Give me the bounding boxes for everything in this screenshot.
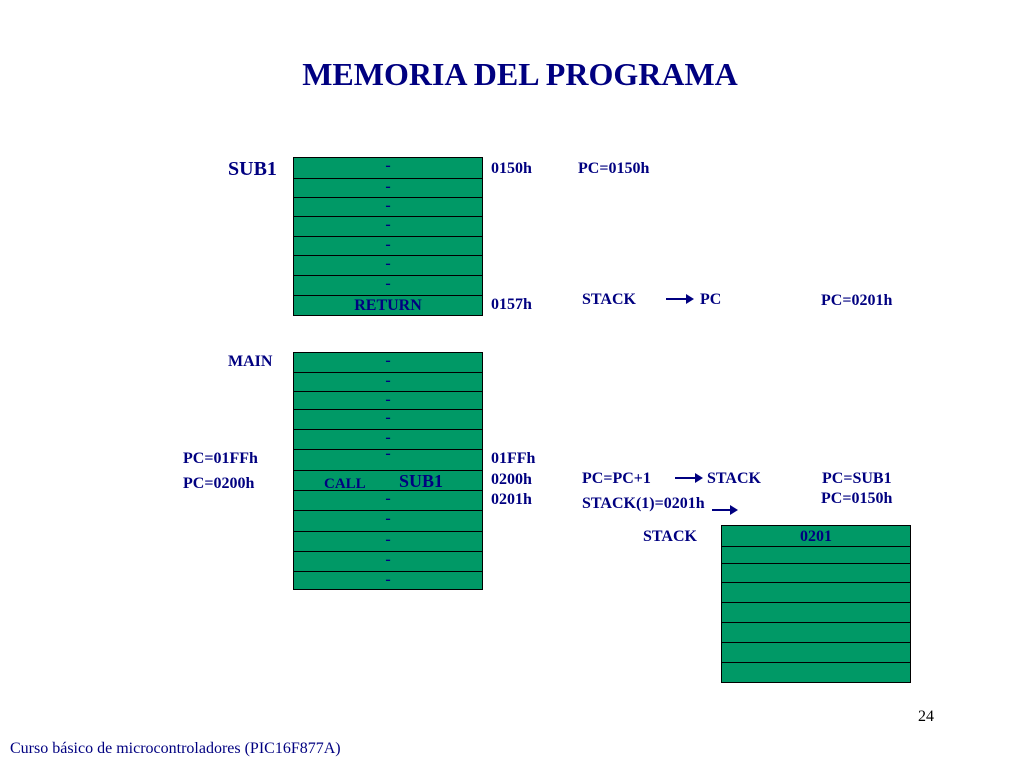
pc-0200-label: PC=0200h bbox=[183, 475, 255, 492]
arrow-icon bbox=[666, 298, 688, 300]
main-cell: - bbox=[294, 531, 482, 551]
pc-0150-note: PC=0150h bbox=[578, 160, 650, 177]
sub1-cell: - bbox=[294, 236, 482, 255]
return-pc-result: PC=0201h bbox=[821, 292, 893, 309]
page-title: MEMORIA DEL PROGRAMA bbox=[302, 56, 738, 92]
sub1-addr-start: 0150h bbox=[491, 160, 532, 177]
stack-store-note: STACK(1)=0201h bbox=[582, 495, 705, 512]
footer-text: Curso básico de microcontroladores (PIC16F877A) bbox=[10, 740, 341, 757]
main-cell bbox=[294, 445, 482, 470]
sub1-cell: - bbox=[294, 178, 482, 197]
call-instruction: CALL bbox=[324, 476, 366, 492]
addr-0200: 0200h bbox=[491, 471, 532, 488]
call-stack-label: STACK bbox=[707, 470, 761, 487]
main-cell: - bbox=[294, 429, 482, 449]
addr-0201: 0201h bbox=[491, 491, 532, 508]
arrow-icon bbox=[712, 509, 732, 511]
arrow-icon bbox=[675, 477, 697, 479]
main-cell-call bbox=[294, 470, 482, 490]
return-pc-label: PC bbox=[700, 291, 722, 308]
stack-cell bbox=[722, 546, 910, 563]
main-cell: - bbox=[294, 551, 482, 571]
addr-01ff: 01FFh bbox=[491, 450, 536, 467]
sub1-cell: - bbox=[294, 216, 482, 236]
main-cell: - bbox=[294, 571, 482, 591]
sub1-addr-end: 0157h bbox=[491, 296, 532, 313]
stack-cell bbox=[722, 563, 910, 582]
sub1-label: SUB1 bbox=[228, 158, 277, 180]
sub1-cell-return: RETURN bbox=[294, 295, 482, 316]
stack-label: STACK bbox=[643, 528, 697, 545]
main-cell: - bbox=[294, 409, 482, 429]
stack-cell bbox=[722, 642, 910, 662]
sub1-cell: - bbox=[294, 275, 482, 295]
pc-01ff-label: PC=01FFh bbox=[183, 450, 258, 467]
main-cell-dash: - bbox=[385, 445, 391, 462]
stack-cell bbox=[722, 602, 910, 622]
main-memory-block bbox=[293, 352, 483, 590]
call-operand: SUB1 bbox=[399, 471, 444, 491]
main-cell: - bbox=[294, 490, 482, 510]
main-label: MAIN bbox=[228, 353, 273, 370]
pc-increment-note: PC=PC+1 bbox=[582, 470, 651, 487]
main-cell: - bbox=[294, 372, 482, 391]
sub1-memory-block bbox=[293, 157, 483, 316]
stack-memory-block bbox=[721, 525, 911, 683]
main-cell: - bbox=[294, 510, 482, 531]
main-cell: - bbox=[385, 352, 391, 369]
sub1-cell: - bbox=[294, 197, 482, 216]
stack-cell bbox=[722, 662, 910, 683]
sub1-cell: - bbox=[294, 255, 482, 275]
sub1-cell: - bbox=[385, 157, 391, 174]
pc-sub1-note: PC=SUB1 bbox=[822, 470, 892, 487]
stack-cell bbox=[722, 582, 910, 602]
page-number: 24 bbox=[918, 708, 934, 725]
pc-0150-result: PC=0150h bbox=[821, 490, 893, 507]
return-stack-label: STACK bbox=[582, 291, 636, 308]
stack-cell: 0201 bbox=[800, 528, 832, 545]
stack-cell bbox=[722, 622, 910, 642]
main-cell: - bbox=[294, 391, 482, 409]
